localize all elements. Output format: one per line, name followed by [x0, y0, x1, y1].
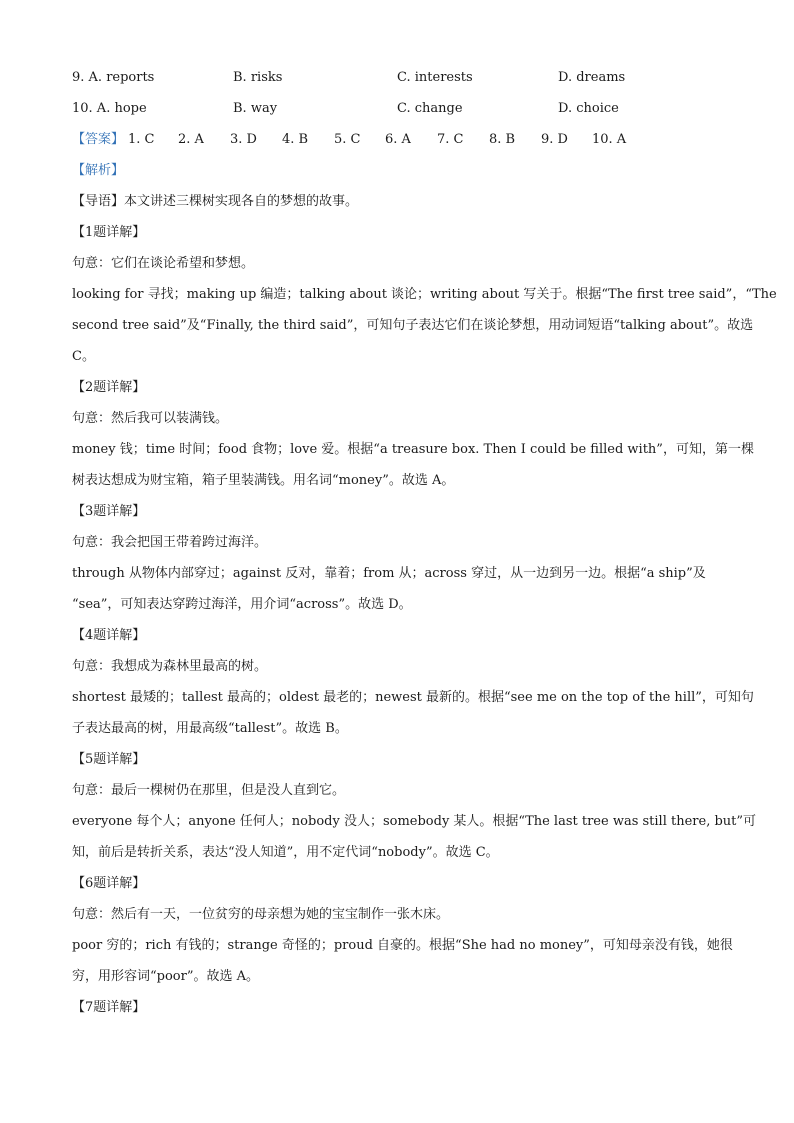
answer-item: 5. C	[334, 132, 361, 147]
intro-text: 【导语】本文讲述三棵树实现各自的梦想的故事。	[72, 194, 359, 209]
answer-item: 6. A	[385, 132, 411, 147]
explanation-line: looking for 寻找；making up 编造；talking about 谈论；writing about 写关于。根据“The first tree said”，“The	[72, 287, 777, 302]
option-d: D. choice	[558, 101, 619, 116]
explanation-line: everyone 每个人；anyone 任何人；nobody 没人；somebody 某人。根据“The last tree was still there, but”可	[72, 814, 757, 829]
section-heading: 【1题详解】	[72, 225, 146, 240]
explanation-line: second tree said”及“Finally, the third said”，可知句子表达它们在谈论梦想，用动词短语“talking about”。故选	[72, 318, 754, 333]
option-c: C. change	[397, 101, 463, 116]
section-heading: 【2题详解】	[72, 380, 146, 395]
section-heading: 【3题详解】	[72, 504, 146, 519]
option-a: 10. A. hope	[72, 101, 147, 116]
answer-item: 3. D	[230, 132, 257, 147]
answer-label: 【答案】	[72, 132, 125, 147]
answer-item: 1. C	[128, 132, 155, 147]
document-page	[72, 62, 777, 1023]
sentence-meaning: 句意：它们在谈论希望和梦想。	[72, 256, 255, 271]
explanation-line: C。	[72, 349, 95, 364]
sentence-meaning: 句意：然后有一天，一位贫穷的母亲想为她的宝宝制作一张木床。	[72, 907, 450, 922]
explanation-line: money 钱；time 时间；food 食物；love 爱。根据“a treasure box. Then I could be filled with”，可知，第一棵	[72, 442, 754, 457]
answer-item: 4. B	[282, 132, 309, 147]
explanation-line: 树表达想成为财宝箱，箱子里装满钱。用名词“money”。故选 A。	[72, 473, 455, 488]
section-heading: 【6题详解】	[72, 876, 146, 891]
sentence-meaning: 句意：最后一棵树仍在那里，但是没人直到它。	[72, 783, 346, 798]
explanation-line: 子表达最高的树，用最高级“tallest”。故选 B。	[72, 721, 348, 736]
analysis-heading: 【解析】	[72, 163, 125, 178]
section-heading: 【4题详解】	[72, 628, 146, 643]
section-heading: 【7题详解】	[72, 1000, 146, 1015]
explanation-line: 穷，用形容词“poor”。故选 A。	[72, 969, 260, 984]
answer-item: 10. A	[592, 132, 627, 147]
answer-item: 7. C	[437, 132, 464, 147]
answer-key	[72, 124, 722, 155]
option-d: D. dreams	[558, 70, 626, 85]
answer-item: 2. A	[178, 132, 204, 147]
option-b: B. risks	[233, 70, 283, 85]
explanation-line: shortest 最矮的；tallest 最高的；oldest 最老的；newest 最新的。根据“see me on the top of the hill”，可知句	[72, 690, 754, 705]
sentence-meaning: 句意：然后我可以装满钱。	[72, 411, 229, 426]
explanation-line: “sea”，可知表达穿跨过海洋，用介词“across”。故选 D。	[72, 597, 412, 612]
option-c: C. interests	[397, 70, 473, 85]
option-a: 9. A. reports	[72, 70, 155, 85]
option-b: B. way	[233, 101, 278, 116]
explanation-line: 知，前后是转折关系，表达“没人知道”，用不定代词“nobody”。故选 C。	[72, 845, 499, 860]
sentence-meaning: 句意：我会把国王带着跨过海洋。	[72, 535, 268, 550]
section-heading: 【5题详解】	[72, 752, 146, 767]
answer-item: 8. B	[489, 132, 516, 147]
question-9-options	[72, 62, 722, 93]
sentence-meaning: 句意：我想成为森林里最高的树。	[72, 659, 268, 674]
explanation-line: poor 穷的；rich 有钱的；strange 奇怪的；proud 自豪的。根据“She had no money”，可知母亲没有钱，她很	[72, 938, 733, 953]
explanation-line: through 从物体内部穿过；against 反对，靠着；from 从；across 穿过，从一边到另一边。根据“a ship”及	[72, 566, 706, 581]
question-10-options	[72, 93, 722, 124]
answer-item: 9. D	[541, 132, 568, 147]
